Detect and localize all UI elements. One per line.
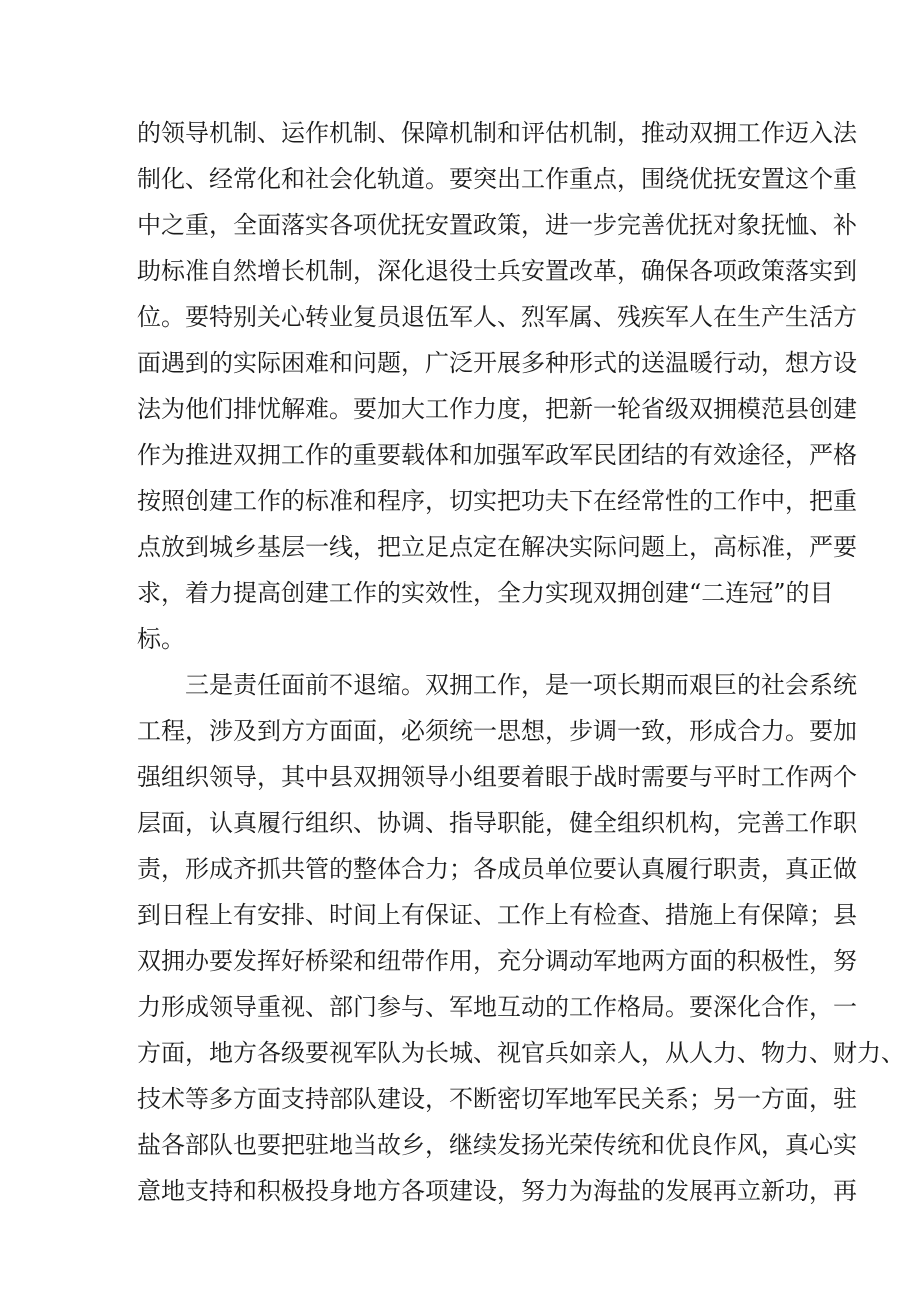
- text-line: 位。要特别关心转业复员退伍军人、烈军属、残疾军人在生产生活方: [137, 303, 857, 331]
- text-line: 力形成领导重视、部门参与、军地互动的工作格局。要深化合作，一: [137, 993, 857, 1021]
- text-line: 标。: [137, 625, 185, 653]
- text-line: 技术等多方面支持部队建设，不断密切军地军民关系；另一方面，驻: [137, 1085, 857, 1113]
- text-line: 助标准自然增长机制，深化退役士兵安置改革，确保各项政策落实到: [137, 257, 857, 285]
- text-line: 层面，认真履行组织、协调、指导职能，健全组织机构，完善工作职: [137, 809, 857, 837]
- text-line: 按照创建工作的标准和程序，切实把功夫下在经常性的工作中，把重: [137, 487, 857, 515]
- text-line: 盐各部队也要把驻地当故乡，继续发扬光荣传统和优良作风，真心实: [137, 1131, 857, 1159]
- text-line: 点放到城乡基层一线，把立足点定在解决实际问题上，高标准，严要: [137, 533, 857, 561]
- text-line: 求，着力提高创建工作的实效性，全力实现双拥创建“二连冠”的目: [137, 579, 834, 607]
- text-line: 到日程上有安排、时间上有保证、工作上有检查、措施上有保障；县: [137, 901, 857, 929]
- text-line: 中之重，全面落实各项优抚安置政策，进一步完善优抚对象抚恤、补: [137, 211, 857, 239]
- text-line: 责，形成齐抓共管的整体合力；各成员单位要认真履行职责，真正做: [137, 855, 857, 883]
- text-line: 的领导机制、运作机制、保障机制和评估机制，推动双拥工作迈入法: [137, 119, 857, 147]
- paragraph-start-line: 三是责任面前不退缩。双拥工作，是一项长期而艰巨的社会系统: [185, 671, 857, 699]
- text-line: 工程，涉及到方方面面，必须统一思想，步调一致，形成合力。要加: [137, 717, 857, 745]
- text-line: 制化、经常化和社会化轨道。要突出工作重点，围绕优抚安置这个重: [137, 165, 857, 193]
- text-line: 面遇到的实际困难和问题，广泛开展多种形式的送温暖行动，想方设: [137, 349, 857, 377]
- text-line: 意地支持和积极投身地方各项建设，努力为海盐的发展再立新功，再: [137, 1177, 857, 1205]
- document-body: [137, 110, 905, 1214]
- text-line: 强组织领导，其中县双拥领导小组要着眼于战时需要与平时工作两个: [137, 763, 857, 791]
- text-line: 方面，地方各级要视军队为长城、视官兵如亲人，从人力、物力、财力、: [137, 1039, 905, 1067]
- text-line: 作为推进双拥工作的重要载体和加强军政军民团结的有效途径，严格: [137, 441, 857, 469]
- text-line: 双拥办要发挥好桥梁和纽带作用，充分调动军地两方面的积极性，努: [137, 947, 857, 975]
- text-line: 法为他们排忧解难。要加大工作力度，把新一轮省级双拥模范县创建: [137, 395, 857, 423]
